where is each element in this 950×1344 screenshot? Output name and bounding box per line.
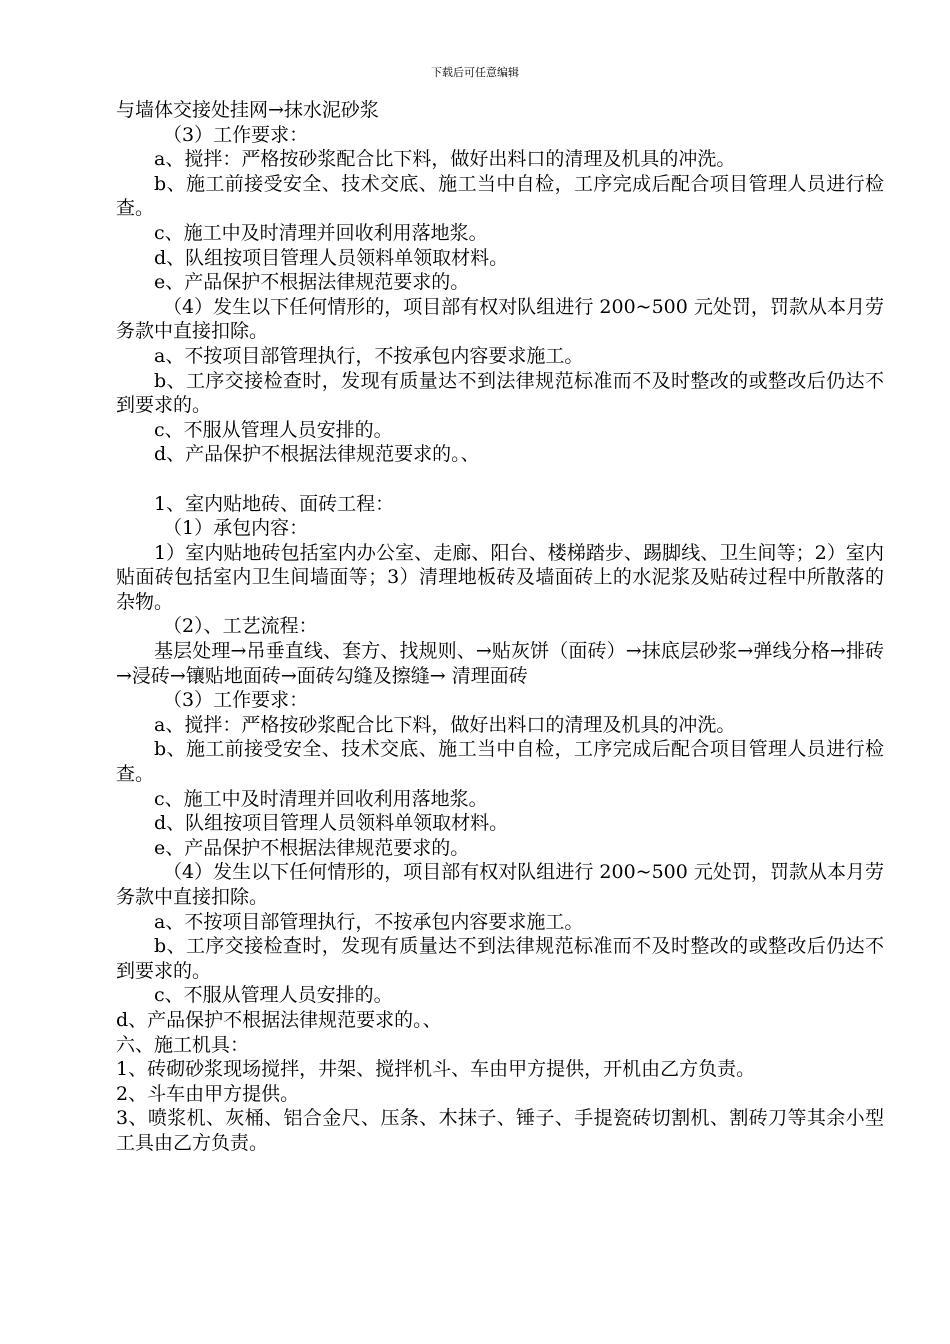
list-item: e、产品保护不根据法律规范要求的。 bbox=[154, 271, 470, 294]
document-body bbox=[116, 98, 884, 1156]
section-heading: （1）承包内容： bbox=[163, 517, 309, 540]
paragraph: 1）室内贴地砖包括室内办公室、走廊、阳台、楼梯踏步、踢脚线、卫生间等；2）室内贴面砖包括室内卫生间墙面等；3）清理地板砖及墙面砖上的水泥浆及贴砖过程中所散落的杂物。 bbox=[116, 541, 884, 613]
paragraph: 基层处理→吊垂直线、套方、找规则、→贴灰饼（面砖）→抹底层砂浆→弹线分格→排砖→浸砖→镶贴地面砖→面砖勾缝及擦缝→ 清理面砖 bbox=[116, 640, 884, 687]
list-item: c、不服从管理人员安排的。 bbox=[154, 984, 393, 1007]
list-item: d、队组按项目管理人员领料单领取材料。 bbox=[154, 812, 509, 835]
list-item: 2、斗车由甲方提供。 bbox=[116, 1082, 300, 1105]
blank-line bbox=[116, 467, 884, 492]
section-heading: （4）发生以下任何情形的，项目部有权对队组进行 200~500 元处罚，罚款从本月劳务款中直接扣除。 bbox=[116, 861, 884, 908]
list-item: a、不按项目部管理执行，不按承包内容要求施工。 bbox=[154, 344, 584, 367]
list-item: 1、砖砌砂浆现场搅拌，井架、搅拌机斗、车由甲方提供，开机由乙方负责。 bbox=[116, 1058, 756, 1081]
list-item: e、产品保护不根据法律规范要求的。 bbox=[154, 836, 470, 859]
section-heading: （4）发生以下任何情形的，项目部有权对队组进行 200~500 元处罚，罚款从本月劳务款中直接扣除。 bbox=[116, 295, 884, 343]
list-item: c、不服从管理人员安排的。 bbox=[154, 418, 393, 441]
list-item: 3、喷浆机、灰桶、铝合金尺、压条、木抹子、锤子、手提瓷砖切割机、割砖刀等其余小型工具由乙方负责。 bbox=[116, 1107, 884, 1154]
list-item: a、搅拌：严格按砂浆配合比下料，做好出料口的清理及机具的冲洗。 bbox=[154, 148, 736, 171]
section-heading: 六、施工机具： bbox=[116, 1033, 250, 1056]
list-item: a、搅拌：严格按砂浆配合比下料，做好出料口的清理及机具的冲洗。 bbox=[154, 713, 736, 736]
list-item: b、施工前接受安全、技术交底、施工当中自检，工序完成后配合项目管理人员进行检查。 bbox=[116, 172, 884, 220]
section-heading: （3）工作要求： bbox=[163, 689, 309, 712]
list-item: b、工序交接检查时，发现有质量达不到法律规范标准而不及时整改的或整改后仍达不到要求的。 bbox=[116, 369, 884, 417]
section-heading: （3）工作要求： bbox=[163, 123, 309, 146]
list-item: b、施工前接受安全、技术交底、施工当中自检，工序完成后配合项目管理人员进行检查。 bbox=[116, 738, 884, 786]
section-heading: 1、室内贴地砖、面砖工程： bbox=[154, 492, 395, 515]
list-item: a、不按项目部管理执行，不按承包内容要求施工。 bbox=[154, 910, 584, 933]
list-item: d、队组按项目管理人员领料单领取材料。 bbox=[154, 246, 509, 269]
list-item: c、施工中及时清理并回收利用落地浆。 bbox=[154, 221, 488, 244]
list-item: c、施工中及时清理并回收利用落地浆。 bbox=[154, 787, 488, 810]
list-item: d、产品保护不根据法律规范要求的。、 bbox=[116, 1008, 442, 1031]
page-header-note: 下载后可任意编辑 bbox=[431, 66, 519, 79]
list-item: d、产品保护不根据法律规范要求的。、 bbox=[154, 443, 480, 466]
paragraph: 与墙体交接处挂网→抹水泥砂浆 bbox=[116, 99, 379, 121]
list-item: b、工序交接检查时，发现有质量达不到法律规范标准而不及时整改的或整改后仍达不到要求的。 bbox=[116, 935, 884, 982]
section-heading: （2）、工艺流程： bbox=[163, 615, 318, 638]
